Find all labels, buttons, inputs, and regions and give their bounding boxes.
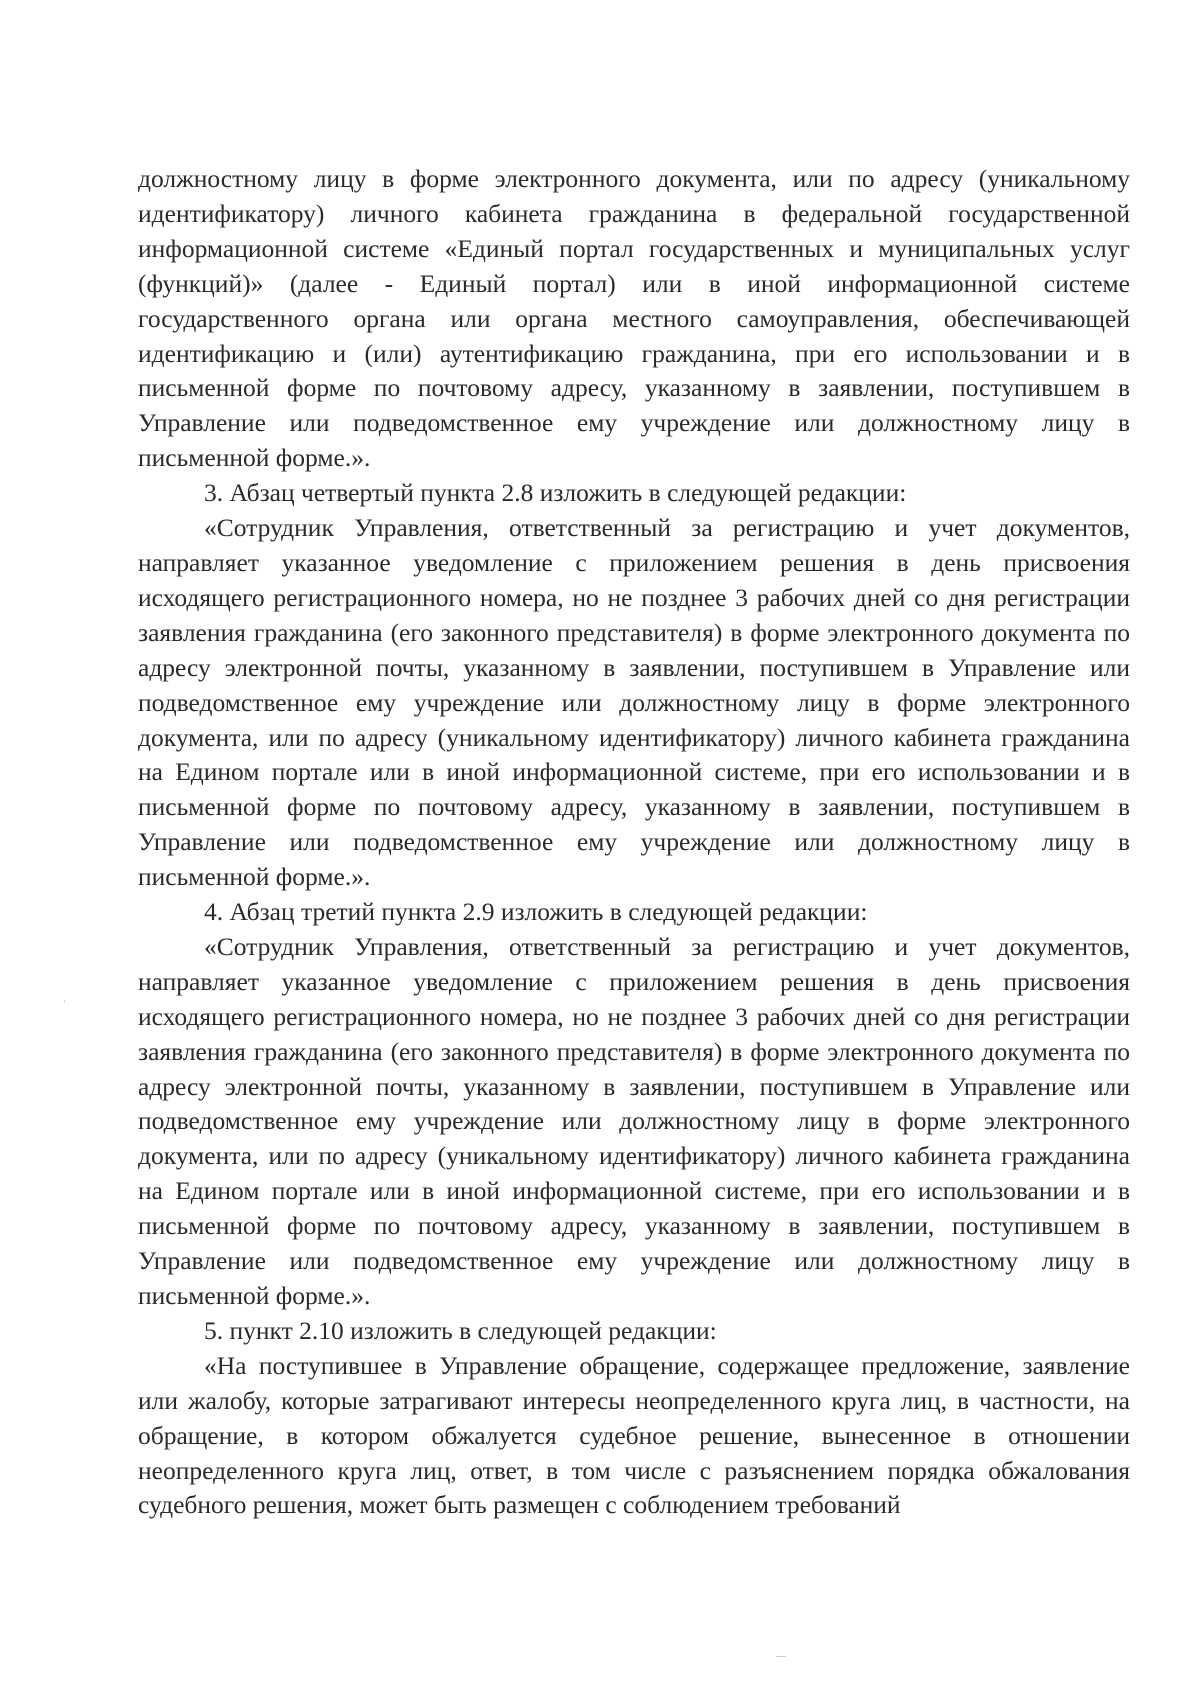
paragraph-item-5-text: «На поступившее в Управление обращение, содержащее предложение, заявление или жалобу, которые затрагивают интересы неопределенного круга лиц, в частности, на обращение, в котором обжалуется судебное решение, вынесенное в отношении неопределенного круга лиц, ответ, в том числе с разъяснением порядка обжалования судебного решения, может быть размещен с соблюдением требований: [138, 1350, 1130, 1520]
scan-artifact-footer: [776, 1656, 786, 1657]
paragraph-item-3-heading: 3. Абзац четвертый пункта 2.8 изложить в следующей редакции:: [204, 478, 907, 508]
paragraph-continuation: должностному лицу в форме электронного документа, или по адресу (уникальному идентификатору) личного кабинета гражданина в федеральной государственной информационной системе «Единый портал государственных и муниципальных услуг (функций)» (далее - Единый портал) или в иной информационной системе государственного органа или органа местного самоуправления, обеспечивающей идентификацию и (или) аутентификацию гражданина, при его использовании и в письменной форме по почтовому адресу, указанному в заявлении, поступившем в Управление или подведомственное ему учреждение или должностному лицу в письменной форме.».: [138, 164, 1130, 473]
paragraph-item-3-text: «Сотрудник Управления, ответственный за регистрацию и учет документов, направляет указанное уведомление с приложением решения в день присвоения исходящего регистрационного номера, но не позднее 3 рабочих дней со дня регистрации заявления гражданина (его законного представителя) в форме электронного документа по адресу электронной почты, указанному в заявлении, поступившем в Управление или подведомственное ему учреждение или должностному лицу в форме электронного документа, или по адресу (уникальному идентификатору) личного кабинета гражданина на Едином портале или в иной информационной системе, при его использовании и в письменной форме по почтовому адресу, указанному в заявлении, поступившем в Управление или подведомственное ему учреждение или должностному лицу в письменной форме.».: [138, 513, 1130, 892]
paragraph-item-4-text: «Сотрудник Управления, ответственный за регистрацию и учет документов, направляет указанное уведомление с приложением решения в день присвоения исходящего регистрационного номера, но не позднее 3 рабочих дней со дня регистрации заявления гражданина (его законного представителя) в форме электронного документа по адресу электронной почты, указанному в заявлении, поступившем в Управление или подведомственное ему учреждение или должностному лицу в форме электронного документа, или по адресу (уникальному идентификатору) личного кабинета гражданина на Едином портале или в иной информационной системе, при его использовании и в письменной форме по почтовому адресу, указанному в заявлении, поступившем в Управление или подведомственное ему учреждение или должностному лицу в письменной форме.».: [138, 931, 1130, 1310]
paragraph-item-4-heading: 4. Абзац третий пункта 2.9 изложить в следующей редакции:: [204, 897, 868, 927]
scan-artifact: [64, 1000, 65, 1003]
paragraph-item-5-heading: 5. пункт 2.10 изложить в следующей редакции:: [204, 1315, 717, 1345]
document-body: [138, 162, 1130, 1523]
